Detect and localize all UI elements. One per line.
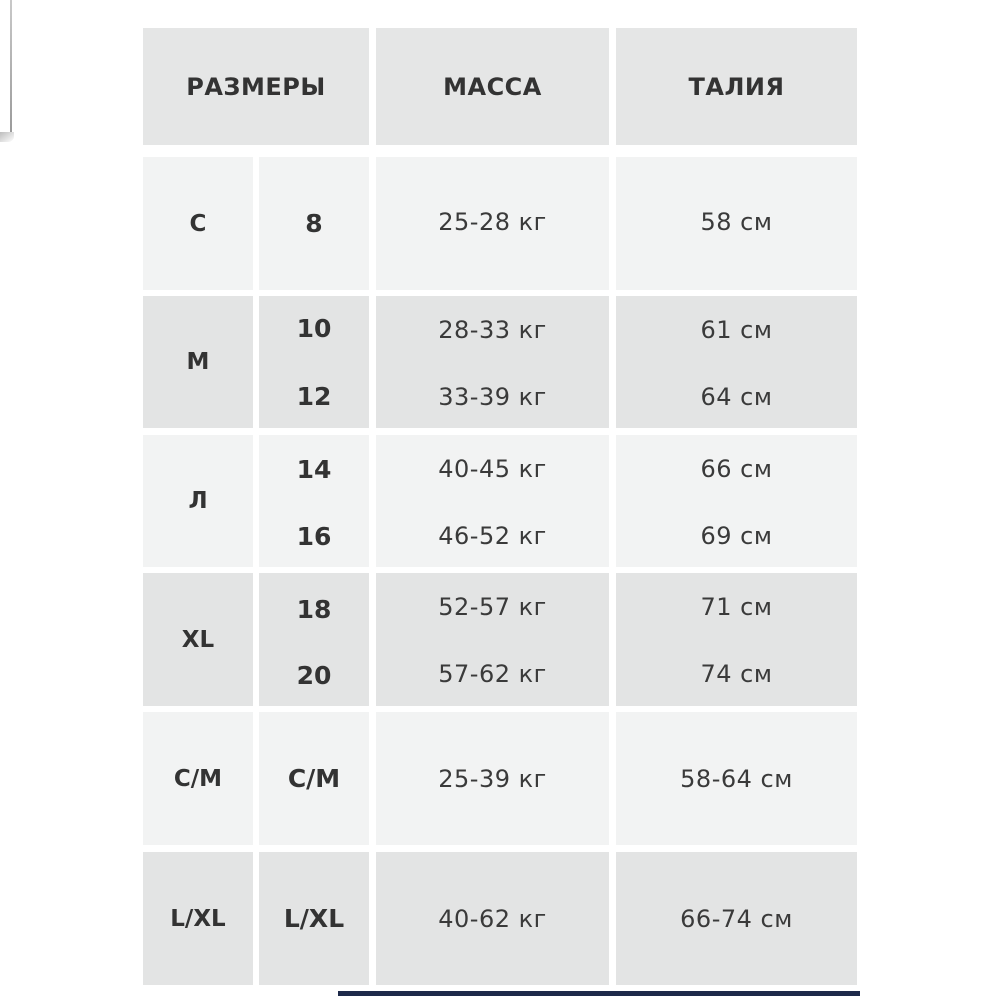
size-letter-lxl: L/XL bbox=[143, 852, 253, 985]
size-number-16: 16 bbox=[296, 522, 332, 551]
mass-value: 46-52 кг bbox=[438, 522, 547, 550]
waist-cell: 58-64 см bbox=[616, 712, 857, 845]
mass-value: 33-39 кг bbox=[438, 383, 547, 411]
bottom-accent-bar bbox=[338, 991, 860, 996]
header-waist: ТАЛИЯ bbox=[616, 28, 857, 145]
size-number-18: 18 bbox=[296, 595, 332, 624]
size-letter-m: М bbox=[143, 296, 253, 428]
waist-cell-group bbox=[616, 573, 857, 706]
header-mass: МАССА bbox=[376, 28, 609, 145]
mass-cell: 25-28 кг bbox=[376, 157, 609, 290]
size-number-14: 14 bbox=[296, 455, 332, 484]
size-number-10: 10 bbox=[296, 314, 332, 343]
mass-cell-group bbox=[376, 435, 609, 567]
size-number-lxl: L/XL bbox=[259, 852, 369, 985]
waist-value: 61 см bbox=[700, 316, 773, 344]
mass-value: 57-62 кг bbox=[438, 660, 547, 688]
page-edge-line bbox=[10, 0, 12, 134]
waist-cell-group bbox=[616, 435, 857, 567]
size-letter-l: Л bbox=[143, 435, 253, 567]
mass-cell: 40-62 кг bbox=[376, 852, 609, 985]
mass-cell: 25-39 кг bbox=[376, 712, 609, 845]
waist-value: 74 см bbox=[700, 660, 773, 688]
size-number-sm: С/М bbox=[259, 712, 369, 845]
size-number-20: 20 bbox=[296, 661, 332, 690]
waist-value: 69 см bbox=[700, 522, 773, 550]
size-letter-sm: С/М bbox=[143, 712, 253, 845]
mass-value: 52-57 кг bbox=[438, 593, 547, 621]
header-sizes: РАЗМЕРЫ bbox=[143, 28, 369, 145]
size-number-8: 8 bbox=[259, 157, 369, 290]
size-number-12: 12 bbox=[296, 382, 332, 411]
mass-cell-group bbox=[376, 573, 609, 706]
mass-value: 28-33 кг bbox=[438, 316, 547, 344]
size-number-group bbox=[259, 435, 369, 567]
waist-value: 71 см bbox=[700, 593, 773, 621]
waist-cell: 58 см bbox=[616, 157, 857, 290]
waist-cell-group bbox=[616, 296, 857, 428]
mass-value: 40-45 кг bbox=[438, 455, 547, 483]
size-letter-s: С bbox=[143, 157, 253, 290]
size-number-group bbox=[259, 296, 369, 428]
waist-value: 64 см bbox=[700, 383, 773, 411]
size-number-group bbox=[259, 573, 369, 706]
waist-cell: 66-74 см bbox=[616, 852, 857, 985]
size-letter-xl: XL bbox=[143, 573, 253, 706]
page-corner-shadow bbox=[0, 132, 14, 142]
mass-cell-group bbox=[376, 296, 609, 428]
waist-value: 66 см bbox=[700, 455, 773, 483]
